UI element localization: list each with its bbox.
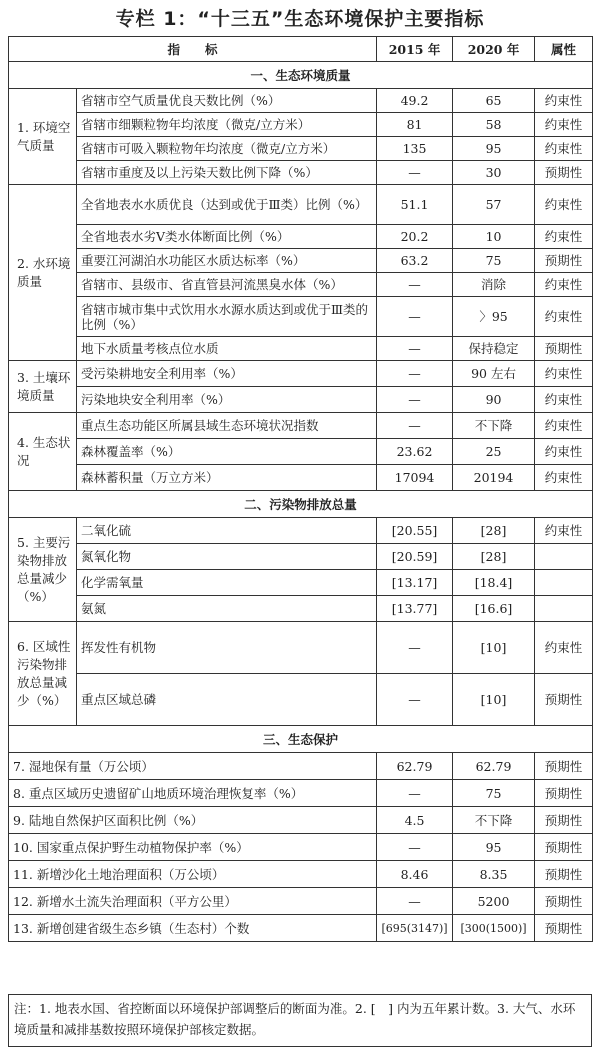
section-title: 二、污染物排放总量 bbox=[9, 491, 593, 518]
group-label: 4. 生态状况 bbox=[9, 413, 77, 491]
attribute: 预期性 bbox=[535, 161, 593, 185]
indicator-name: 受污染耕地安全利用率（%） bbox=[77, 361, 377, 387]
indicator-name: 省辖市城市集中式饮用水水源水质达到或优于Ⅲ类的比例（%） bbox=[77, 297, 377, 337]
value-2015: — bbox=[377, 780, 453, 807]
table-row bbox=[9, 337, 593, 361]
attribute: 约束性 bbox=[535, 137, 593, 161]
group-label: 2. 水环境质量 bbox=[9, 185, 77, 361]
indicator-name: 全省地表水劣Ⅴ类水体断面比例（%） bbox=[77, 225, 377, 249]
table-row bbox=[9, 780, 593, 807]
attribute: 约束性 bbox=[535, 273, 593, 297]
value-2020: 65 bbox=[453, 89, 535, 113]
attribute: 约束性 bbox=[535, 225, 593, 249]
value-2020: 8.35 bbox=[453, 861, 535, 888]
table-row bbox=[9, 185, 593, 225]
value-2020: [10] bbox=[453, 674, 535, 726]
value-2015: — bbox=[377, 674, 453, 726]
value-2020: 5200 bbox=[453, 888, 535, 915]
value-2015: — bbox=[377, 387, 453, 413]
attribute: 约束性 bbox=[535, 622, 593, 674]
indicator-name: 8. 重点区域历史遗留矿山地质环境治理恢复率（%） bbox=[9, 780, 377, 807]
value-2020: 62.79 bbox=[453, 753, 535, 780]
table-row bbox=[9, 361, 593, 387]
value-2020: 58 bbox=[453, 113, 535, 137]
attribute bbox=[535, 570, 593, 596]
table-row bbox=[9, 622, 593, 674]
attribute: 预期性 bbox=[535, 780, 593, 807]
attribute: 约束性 bbox=[535, 413, 593, 439]
header-2020: 2020 年 bbox=[453, 37, 535, 62]
value-2015: — bbox=[377, 413, 453, 439]
attribute: 约束性 bbox=[535, 465, 593, 491]
value-2015: — bbox=[377, 361, 453, 387]
value-2020: 25 bbox=[453, 439, 535, 465]
table-row bbox=[9, 753, 593, 780]
value-2015: [13.77] bbox=[377, 596, 453, 622]
attribute: 预期性 bbox=[535, 753, 593, 780]
indicator-name: 氮氧化物 bbox=[77, 544, 377, 570]
table-row bbox=[9, 297, 593, 337]
table-row bbox=[9, 161, 593, 185]
table-row bbox=[9, 518, 593, 544]
value-2020: [16.6] bbox=[453, 596, 535, 622]
group-label: 3. 土壤环境质量 bbox=[9, 361, 77, 413]
value-2020: 57 bbox=[453, 185, 535, 225]
value-2020: 75 bbox=[453, 249, 535, 273]
indicator-name: 10. 国家重点保护野生动植物保护率（%） bbox=[9, 834, 377, 861]
indicator-name: 重点生态功能区所属县域生态环境状况指数 bbox=[77, 413, 377, 439]
header-attr: 属性 bbox=[535, 37, 593, 62]
group-label: 5. 主要污染物排放总量减少（%） bbox=[9, 518, 77, 622]
value-2015: — bbox=[377, 161, 453, 185]
indicator-name: 省辖市空气质量优良天数比例（%） bbox=[77, 89, 377, 113]
attribute: 约束性 bbox=[535, 297, 593, 337]
value-2020: 〉95 bbox=[453, 297, 535, 337]
attribute: 约束性 bbox=[535, 89, 593, 113]
table-row bbox=[9, 888, 593, 915]
attribute: 预期性 bbox=[535, 834, 593, 861]
attribute: 预期性 bbox=[535, 915, 593, 942]
table-row bbox=[9, 273, 593, 297]
table-row bbox=[9, 387, 593, 413]
value-2020: [18.4] bbox=[453, 570, 535, 596]
value-2015: 8.46 bbox=[377, 861, 453, 888]
indicator-name: 12. 新增水土流失治理面积（平方公里） bbox=[9, 888, 377, 915]
value-2020: 90 左右 bbox=[453, 361, 535, 387]
attribute: 预期性 bbox=[535, 807, 593, 834]
attribute: 预期性 bbox=[535, 888, 593, 915]
value-2015: — bbox=[377, 622, 453, 674]
value-2015: [13.17] bbox=[377, 570, 453, 596]
indicator-name: 11. 新增沙化土地治理面积（万公顷） bbox=[9, 861, 377, 888]
attribute: 预期性 bbox=[535, 249, 593, 273]
indicator-name: 7. 湿地保有量（万公顷） bbox=[9, 753, 377, 780]
value-2020: 保持稳定 bbox=[453, 337, 535, 361]
table-row bbox=[9, 137, 593, 161]
indicator-name: 省辖市重度及以上污染天数比例下降（%） bbox=[77, 161, 377, 185]
attribute: 约束性 bbox=[535, 387, 593, 413]
page-title: 专栏 1：“十三五”生态环境保护主要指标 bbox=[115, 8, 485, 30]
value-2015: 62.79 bbox=[377, 753, 453, 780]
indicator-name: 省辖市、县级市、省直管县河流黑臭水体（%） bbox=[77, 273, 377, 297]
table-row bbox=[9, 465, 593, 491]
table-row bbox=[9, 544, 593, 570]
value-2015: 135 bbox=[377, 137, 453, 161]
indicator-name: 森林蓄积量（万立方米） bbox=[77, 465, 377, 491]
table-row bbox=[9, 834, 593, 861]
attribute: 约束性 bbox=[535, 439, 593, 465]
indicator-name: 全省地表水水质优良（达到或优于Ⅲ类）比例（%） bbox=[77, 185, 377, 225]
table-row bbox=[9, 225, 593, 249]
value-2015: 63.2 bbox=[377, 249, 453, 273]
indicator-name: 氨氮 bbox=[77, 596, 377, 622]
value-2020: 75 bbox=[453, 780, 535, 807]
value-2020: 20194 bbox=[453, 465, 535, 491]
table-row bbox=[9, 113, 593, 137]
attribute: 预期性 bbox=[535, 674, 593, 726]
value-2020: [28] bbox=[453, 518, 535, 544]
group-label: 1. 环境空气质量 bbox=[9, 89, 77, 185]
indicator-name: 13. 新增创建省级生态乡镇（生态村）个数 bbox=[9, 915, 377, 942]
table-row bbox=[9, 596, 593, 622]
value-2015: 20.2 bbox=[377, 225, 453, 249]
header-2015: 2015 年 bbox=[377, 37, 453, 62]
table-row bbox=[9, 861, 593, 888]
value-2015: 49.2 bbox=[377, 89, 453, 113]
indicator-name: 化学需氧量 bbox=[77, 570, 377, 596]
attribute bbox=[535, 596, 593, 622]
value-2015: 23.62 bbox=[377, 439, 453, 465]
indicator-name: 二氧化硫 bbox=[77, 518, 377, 544]
value-2015: — bbox=[377, 834, 453, 861]
value-2015: — bbox=[377, 888, 453, 915]
table-row bbox=[9, 570, 593, 596]
table-row bbox=[9, 89, 593, 113]
indicator-name: 省辖市可吸入颗粒物年均浓度（微克/立方米） bbox=[77, 137, 377, 161]
indicator-name: 重要江河湖泊水功能区水质达标率（%） bbox=[77, 249, 377, 273]
value-2020: [28] bbox=[453, 544, 535, 570]
value-2015: 81 bbox=[377, 113, 453, 137]
indicator-table bbox=[8, 36, 593, 942]
table-row bbox=[9, 807, 593, 834]
value-2020: [10] bbox=[453, 622, 535, 674]
value-2015: [20.59] bbox=[377, 544, 453, 570]
attribute: 约束性 bbox=[535, 518, 593, 544]
value-2015: — bbox=[377, 337, 453, 361]
indicator-name: 挥发性有机物 bbox=[77, 622, 377, 674]
value-2020: 95 bbox=[453, 834, 535, 861]
value-2020: 消除 bbox=[453, 273, 535, 297]
value-2020: 90 bbox=[453, 387, 535, 413]
header-indicator: 指 标 bbox=[9, 37, 377, 62]
value-2015: 17094 bbox=[377, 465, 453, 491]
section-title: 一、生态环境质量 bbox=[9, 62, 593, 89]
value-2015: — bbox=[377, 273, 453, 297]
indicator-name: 省辖市细颗粒物年均浓度（微克/立方米） bbox=[77, 113, 377, 137]
table-footnote: 注：1. 地表水国、省控断面以环境保护部调整后的断面为准。2. [ ] 内为五年累计数。3. 大气、水环境质量和减排基数按照环境保护部核定数据。 bbox=[8, 994, 592, 1047]
attribute: 约束性 bbox=[535, 185, 593, 225]
table-row bbox=[9, 674, 593, 726]
value-2015: 51.1 bbox=[377, 185, 453, 225]
attribute bbox=[535, 544, 593, 570]
indicator-name: 9. 陆地自然保护区面积比例（%） bbox=[9, 807, 377, 834]
value-2015: [20.55] bbox=[377, 518, 453, 544]
value-2020: 不下降 bbox=[453, 413, 535, 439]
section-title: 三、生态保护 bbox=[9, 726, 593, 753]
value-2020: 30 bbox=[453, 161, 535, 185]
table-row bbox=[9, 439, 593, 465]
value-2015: 4.5 bbox=[377, 807, 453, 834]
indicator-name: 地下水质量考核点位水质 bbox=[77, 337, 377, 361]
indicator-name: 重点区域总磷 bbox=[77, 674, 377, 726]
value-2020: 不下降 bbox=[453, 807, 535, 834]
group-label: 6. 区域性污染物排放总量减少（%） bbox=[9, 622, 77, 726]
value-2020: 95 bbox=[453, 137, 535, 161]
attribute: 预期性 bbox=[535, 337, 593, 361]
attribute: 约束性 bbox=[535, 361, 593, 387]
indicator-name: 森林覆盖率（%） bbox=[77, 439, 377, 465]
value-2020: [300(1500)] bbox=[453, 915, 535, 942]
attribute: 约束性 bbox=[535, 113, 593, 137]
table-header-row bbox=[9, 37, 593, 62]
indicator-name: 污染地块安全利用率（%） bbox=[77, 387, 377, 413]
value-2015: [695(3147)] bbox=[377, 915, 453, 942]
value-2020: 10 bbox=[453, 225, 535, 249]
attribute: 预期性 bbox=[535, 861, 593, 888]
table-row bbox=[9, 915, 593, 942]
table-row bbox=[9, 249, 593, 273]
value-2015: — bbox=[377, 297, 453, 337]
table-row bbox=[9, 413, 593, 439]
